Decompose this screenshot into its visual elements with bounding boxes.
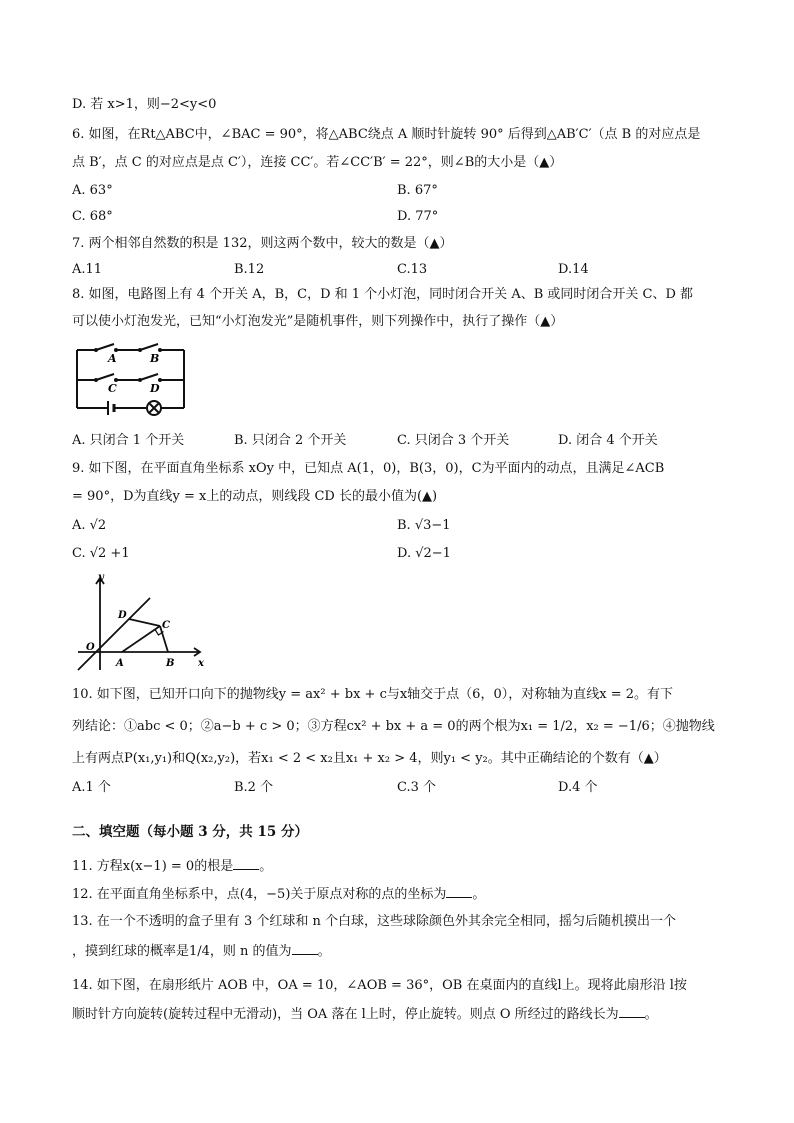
q10-stem-line1: 10. 如下图，已知开口向下的抛物线y = ax² + bx + c与x轴交于点（6，0），对称轴为直线x = 2。有下 <box>72 687 673 702</box>
q14-line2 <box>72 1005 658 1024</box>
q9-option-c: C. √2 +1 <box>72 546 130 561</box>
q13-answer-blank[interactable] <box>292 942 318 955</box>
q6-option-d: D. 77° <box>397 209 439 224</box>
point-b-label: B <box>166 658 175 669</box>
point-d-label: D <box>118 610 127 621</box>
q10-option-c: C.3 个 <box>397 780 437 795</box>
q12-answer-blank[interactable] <box>446 885 472 898</box>
q6-stem-line1: 6. 如图，在Rt△ABC中，∠BAC = 90°，将△ABC绕点 A 顺时针旋转 90° 后得到△AB′C′（点 B 的对应点是 <box>72 127 701 142</box>
point-c-label: C <box>162 620 170 631</box>
q12-end: 。 <box>472 887 486 902</box>
q9-option-d: D. √2−1 <box>397 546 451 561</box>
q7-option-c: C.13 <box>397 262 428 277</box>
switch-label-a: A <box>108 352 117 365</box>
q8-option-d: D. 闭合 4 个开关 <box>558 433 658 448</box>
q13-stem-line2: ，摸到红球的概率是1/4，则 n 的值为 <box>72 944 292 959</box>
origin-label: O <box>86 642 95 653</box>
point-a-label: A <box>116 658 124 669</box>
q7-option-b: B.12 <box>234 262 265 277</box>
q6-option-c: C. 68° <box>72 209 113 224</box>
q14-stem-line1: 14. 如下图，在扇形纸片 AOB 中，OA = 10，∠AOB = 36°，OB 在桌面内的直线l上。现将此扇形沿 l按 <box>72 978 687 993</box>
q13-stem-line1: 13. 在一个不透明的盒子里有 3 个红球和 n 个白球，这些球除颜色外其余完全相同，摇匀后随机摸出一个 <box>72 914 676 929</box>
q13-end: 。 <box>317 944 331 959</box>
q12-stem: 12. 在平面直角坐标系中，点(4，−5)关于原点对称的点的坐标为 <box>72 887 447 902</box>
q7-option-d: D.14 <box>558 262 589 277</box>
q8-option-a: A. 只闭合 1 个开关 <box>72 433 185 448</box>
q10-option-a: A.1 个 <box>72 780 111 795</box>
coordinate-figure <box>74 570 208 674</box>
q11-stem: 11. 方程x(x−1) = 0的根是 <box>72 859 234 874</box>
q11-end: 。 <box>259 859 273 874</box>
q10-stem-line2: 列结论：①abc < 0；②a−b + c > 0；③方程cx² + bx + a = 0的两个根为x₁ = 1/2，x₂ = −1/6；④抛物线 <box>72 719 715 734</box>
q13-line2 <box>72 942 331 961</box>
q9-option-b: B. √3−1 <box>397 518 451 533</box>
q14-end: 。 <box>644 1007 658 1022</box>
q9-stem-line2: = 90°，D为直线y = x上的动点，则线段 CD 长的最小值为(▲) <box>72 489 438 504</box>
section-2-title: 二、填空题（每小题 3 分，共 15 分） <box>72 824 308 840</box>
q14-answer-blank[interactable] <box>619 1005 645 1018</box>
q6-option-b: B. 67° <box>397 183 438 198</box>
q5-option-d: D. 若 x>1，则−2<y<0 <box>72 97 217 112</box>
switch-label-c: C <box>108 382 117 395</box>
y-axis-label: y <box>98 572 104 583</box>
q7-option-a: A.11 <box>72 262 103 277</box>
q8-stem-line2: 可以使小灯泡发光，已知“小灯泡发光”是随机事件，则下列操作中，执行了操作（▲） <box>72 314 564 329</box>
switch-label-b: B <box>150 352 160 365</box>
q8-option-b: B. 只闭合 2 个开关 <box>234 433 347 448</box>
q11-answer-blank[interactable] <box>233 857 259 870</box>
x-axis-label: x <box>198 658 204 669</box>
q9-option-a: A. √2 <box>72 518 107 533</box>
q7-stem: 7. 两个相邻自然数的积是 132，则这两个数中，较大的数是（▲） <box>72 236 453 251</box>
q10-option-b: B.2 个 <box>234 780 274 795</box>
q6-stem-line2: 点 B′，点 C 的对应点是点 C′），连接 CC′。若∠CC′B′ = 22°，则∠B的大小是（▲） <box>72 155 563 170</box>
switch-label-d: D <box>150 382 160 395</box>
q11-line <box>72 857 272 876</box>
q8-stem-line1: 8. 如图，电路图上有 4 个开关 A，B，C，D 和 1 个小灯泡，同时闭合开关 A、B 或同时闭合开关 C、D 都 <box>72 287 694 302</box>
q10-option-d: D.4 个 <box>558 780 598 795</box>
q8-option-c: C. 只闭合 3 个开关 <box>397 433 510 448</box>
q6-option-a: A. 63° <box>72 183 113 198</box>
q14-stem-line2: 顺时针方向旋转(旋转过程中无滑动)，当 OA 落在 l上时，停止旋转。则点 O 所经过的路线长为 <box>72 1007 619 1022</box>
q9-stem-line1: 9. 如下图，在平面直角坐标系 xOy 中，已知点 A(1，0)，B(3，0)，C为平面内的动点，且满足∠ACB <box>72 461 665 476</box>
circuit-diagram <box>72 342 192 416</box>
q10-stem-line3: 上有两点P(x₁,y₁)和Q(x₂,y₂)，若x₁ < 2 < x₂且x₁ + x₂ > 4，则y₁ < y₂。其中正确结论的个数有（▲） <box>72 751 667 766</box>
q12-line <box>72 885 485 904</box>
